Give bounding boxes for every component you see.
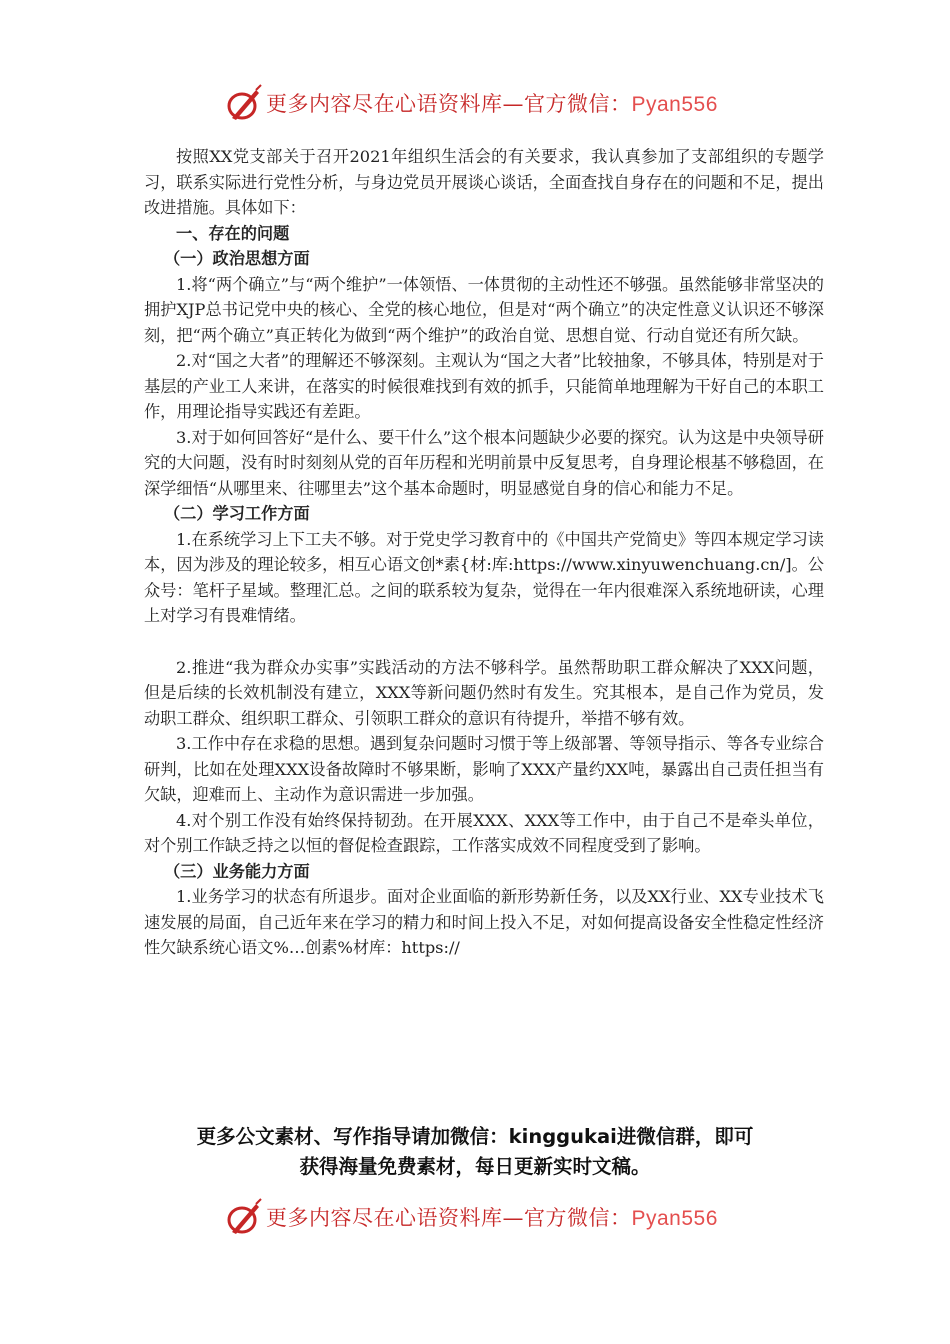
subsection-heading: （二）学习工作方面 — [164, 504, 310, 523]
list-item: 1.业务学习的状态有所退步。面对企业面临的新形势新任务，以及XX行业、XX专业技术飞速发展的局面，自己近年来在学习的精力和时间上投入不足，对如何提高设备安全性稳定性经济性欠缺系统心语文%…创素%材库：https:// — [144, 887, 824, 957]
document-body — [144, 144, 824, 961]
list-item: 2.对“国之大者”的理解还不够深刻。主观认为“国之大者”比较抽象，不够具体，特别是对于基层的产业工人来讲，在落实的时候很难找到有效的抓手，只能简单地理解为干好自己的本职工作，用理论指导实践还有差距。 — [144, 351, 824, 421]
banner-text: 更多内容尽在心语资料库—官方微信：Pyan556 — [266, 92, 718, 116]
list-item: 1.在系统学习上下工夫不够。对于党史学习教育中的《中国共产党简史》等四本规定学习读本，因为涉及的理论较多，相互心语文创*素{材:库:https://www.xinyuwenchuang.cn/]。公众号：笔杆子星域。整理汇总。之间的联系较为复杂，觉得在一年内很难深入系统地研读，心理上对学习有畏难情绪。 — [144, 529, 824, 625]
list-item: 3.工作中存在求稳的思想。遇到复杂问题时习惯于等上级部署、等领导指示、等各专业综合研判，比如在处理XXX设备故障时不够果断，影响了XXX产量约XX吨，暴露出自己责任担当有欠缺，迎难而上、主动作为意识需进一步加强。 — [144, 734, 824, 804]
footer-banner — [0, 1196, 950, 1246]
intro-paragraph: 按照XX党支部关于召开2021年组织生活会的有关要求，我认真参加了支部组织的专题学习，联系实际进行党性分析，与身边党员开展谈心谈话，全面查找自身存在的问题和不足，提出改进措施。具体如下： — [144, 147, 824, 217]
spacer — [144, 629, 824, 655]
quill-logo-icon — [226, 84, 262, 124]
promo-line: 获得海量免费素材，每日更新实时文稿。 — [299, 1155, 651, 1178]
list-item: 1.将“两个确立”与“两个维护”一体领悟、一体贯彻的主动性还不够强。虽然能够非常坚决的拥护XJP总书记党中央的核心、全党的核心地位，但是对“两个确立”的决定性意义认识还不够深刻，把“两个确立”真正转化为做到“两个维护”的政治自觉、思想自觉、行动自觉还有所欠缺。 — [144, 274, 824, 345]
subsection-heading: （三）业务能力方面 — [164, 861, 310, 881]
header-banner — [0, 82, 950, 132]
promo-notice — [0, 1122, 950, 1182]
quill-logo-icon — [226, 1198, 262, 1238]
subsection-heading: （一）政治思想方面 — [164, 249, 310, 268]
banner-text: 更多内容尽在心语资料库—官方微信：Pyan556 — [266, 1206, 718, 1230]
list-item: 2.推进“我为群众办实事”实践活动的方法不够科学。虽然帮助职工群众解决了XXX问题，但是后续的长效机制没有建立，XXX等新问题仍然时有发生。究其根本，是自己作为党员，发动职工群众、组织职工群众、引领职工群众的意识有待提升，举措不够有效。 — [144, 657, 824, 728]
list-item: 3.对于如何回答好“是什么、要干什么”这个根本问题缺少必要的探究。认为这是中央领导研究的大问题，没有时时刻刻从党的百年历程和光明前景中反复思考，自身理论根基不够稳固，在深学细悟“从哪里来、往哪里去”这个基本命题时，明显感觉自身的信心和能力不足。 — [144, 427, 824, 498]
promo-line: 更多公文素材、写作指导请加微信：kinggukai进微信群，即可 — [196, 1125, 754, 1148]
list-item: 4.对个别工作没有始终保持韧劲。在开展XXX、XXX等工作中，由于自己不是牵头单位，对个别工作缺乏持之以恒的督促检查跟踪，工作落实成效不同程度受到了影响。 — [144, 810, 824, 855]
section-heading: 一、存在的问题 — [176, 223, 290, 243]
